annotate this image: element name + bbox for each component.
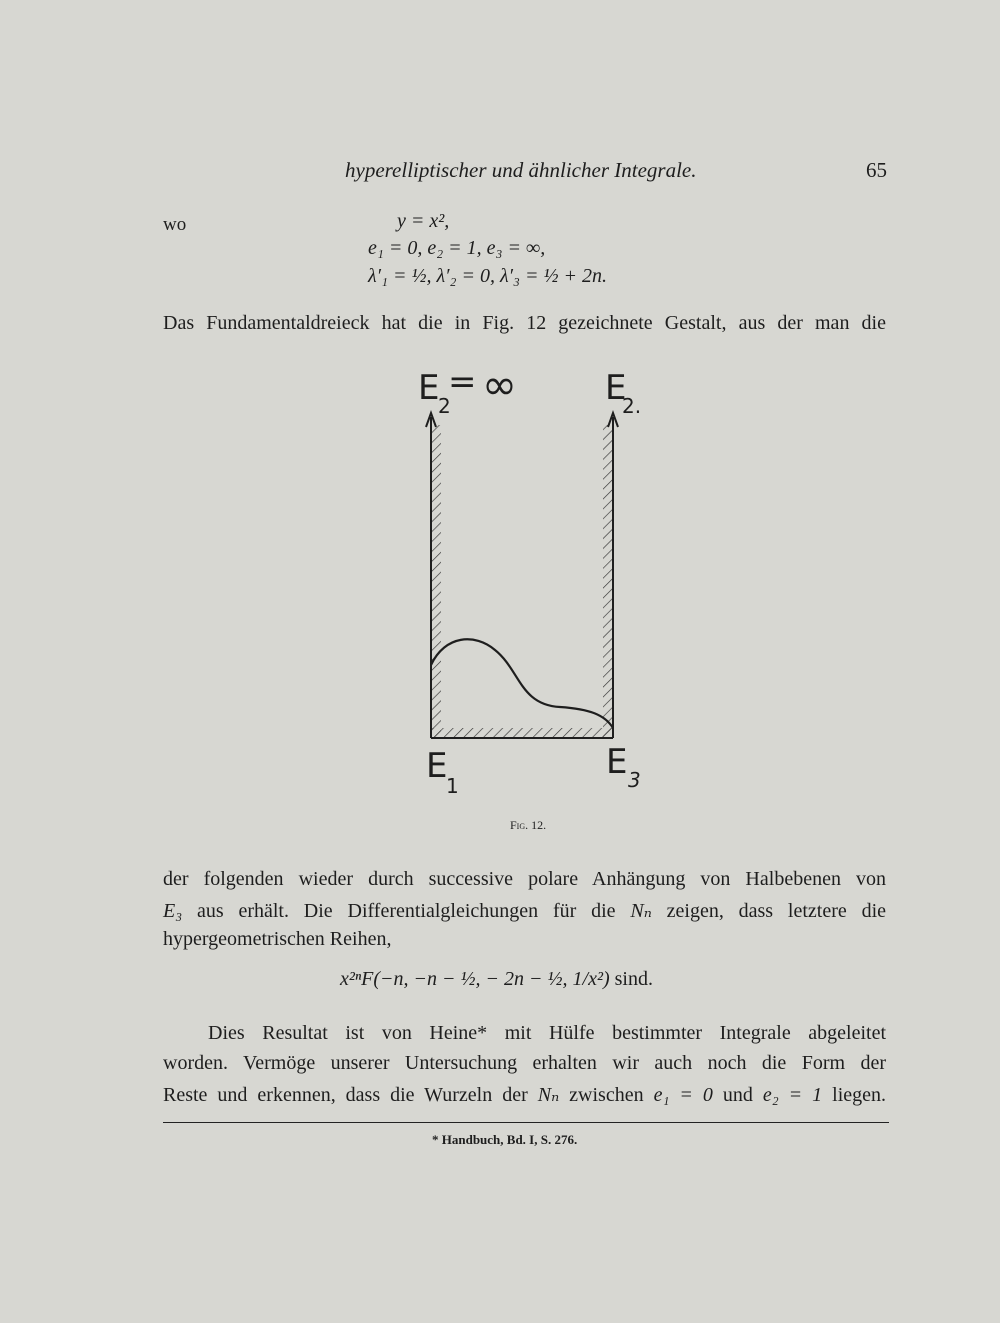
paragraph3-line2: worden. Vermöge unserer Untersuchung erhalten wir auch noch die Form der [163,1052,886,1074]
label-e2-left: E [418,368,440,408]
paragraph3-line3-mid: zwischen [559,1084,654,1106]
formula-expression: x²ⁿF(−n, −n − ½, − 2n − ½, 1/x²) [340,968,610,990]
fundamental-triangle-diagram [400,365,680,805]
var-e3: E₃ [163,900,183,922]
footnote: * Handbuch, Bd. I, S. 276. [432,1132,578,1147]
paragraph2-line3: hypergeometrischen Reihen, [163,928,392,950]
var-e2-one: e₂ = 1 [762,1084,823,1106]
equation-e-values: e₁ = 0, e₂ = 1, e₃ = ∞, [368,237,546,259]
label-e3-sub: 3 [628,768,641,792]
curve [431,639,613,728]
equation-lambda-values: λ′₁ = ½, λ′₂ = 0, λ′₃ = ½ + 2n. [368,265,607,287]
figure-12 [400,365,680,810]
running-header-title: hyperelliptischer und ähnlicher Integrale. [345,158,697,182]
paragraph3-line3 [163,1082,886,1107]
label-e2-right: E [605,368,627,408]
label-infinity: ∞ [482,365,517,409]
paragraph3-line1: Dies Resultat ist von Heine* mit Hülfe bestimmter Integrale abgeleitet [208,1022,886,1044]
label-e1: E [426,746,448,786]
equations-intro: wo [163,214,187,235]
label-equals: = [448,365,477,402]
paragraph2-line1: der folgenden wieder durch successive polare Anhängung von Halbebenen von [163,868,886,890]
label-e2-right-sub: 2. [622,394,642,418]
hatch-right [603,425,613,738]
hatch-bottom [431,728,613,738]
formula-suffix: sind. [609,968,653,990]
label-e1-sub: 1 [446,774,459,798]
label-e3: E [606,742,628,782]
paragraph-fundamentaldreieck: Das Fundamentaldreieck hat die in Fig. 12 gezeichnete Gestalt, aus der man die [163,312,886,334]
figure-caption: Fig. 12. [510,818,547,832]
paragraph2-line2-mid: aus erhält. Die Differentialgleichungen für die [182,900,631,922]
var-e1-zero: e₁ = 0 [653,1084,713,1106]
var-nn: Nₙ [630,900,652,922]
paragraph3-line3-post: liegen. [822,1084,887,1106]
equation-y: y = x², [397,210,450,232]
hypergeometric-formula [340,968,653,991]
paragraph2-line2-post: zeigen, dass letztere die [651,900,886,922]
paragraph2-line2 [163,898,886,923]
footnote-rule [163,1122,889,1123]
var-nn-2: Nₙ [537,1084,560,1106]
page-number: 65 [866,158,887,182]
label-e2-left-sub: 2 [438,394,451,418]
paragraph3-line3-pre: Reste und erkennen, dass die Wurzeln der [163,1084,538,1106]
paragraph3-line3-and: und [712,1084,763,1106]
hatch-left [431,425,441,738]
